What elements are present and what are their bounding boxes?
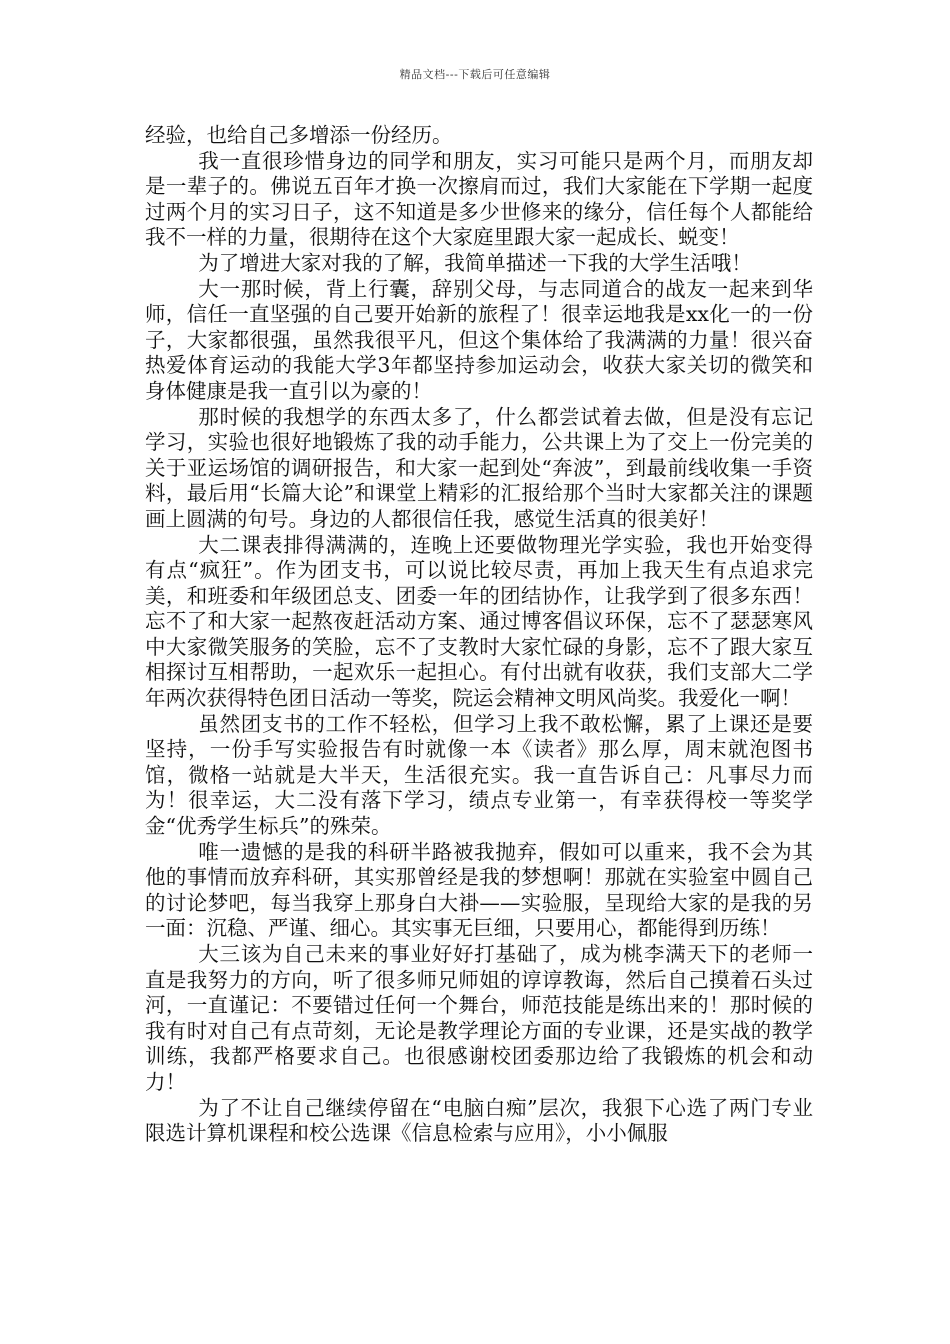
paragraph-9: 大三该为自己未来的事业好好打基础了，成为桃李满天下的老师一直是我努力的方向，听了很多师兄师姐的谆谆教诲，然后自己摸着石头过河，一直谨记：不要错过任何一个舞台，师范技能是练出来的！那时候的我有时对自己有点苛刻，无论是教学理论方面的专业课，还是实战的教学训练，我都严格要求自己。也很感谢校团委那边给了我锻炼的机会和动力！ [145, 942, 813, 1094]
document-body [145, 123, 813, 1147]
paragraph-10: 为了不让自己继续停留在“电脑白痴”层次，我狠下心选了两门专业限选计算机课程和校公选课《信息检索与应用》，小小佩服 [145, 1095, 813, 1146]
paragraph-4: 大一那时候，背上行囊，辞别父母，与志同道合的战友一起来到华师，信任一直坚强的自己要开始新的旅程了！很幸运地我是xx化一的一份子，大家都很强，虽然我很平凡，但这个集体给了我满满的力量！很兴奋热爱体育运动的我能大学3年都坚持参加运动会，收获大家关切的微笑和身体健康是我一直引以为豪的！ [145, 276, 813, 403]
page-header: 精品文档---下载后可任意编辑 [399, 68, 551, 81]
paragraph-5: 那时候的我想学的东西太多了，什么都尝试着去做，但是没有忘记学习，实验也很好地锻炼了我的动手能力，公共课上为了交上一份完美的关于亚运场馆的调研报告，和大家一起到处“奔波”，到最前线收集一手资料，最后用“长篇大论”和课堂上精彩的汇报给那个当时大家都关注的课题画上圆满的句号。身边的人都很信任我，感觉生活真的很美好！ [145, 404, 813, 531]
paragraph-7: 虽然团支书的工作不轻松，但学习上我不敢松懈，累了上课还是要坚持，一份手写实验报告有时就像一本《读者》那么厚，周末就泡图书馆，微格一站就是大半天，生活很充实。我一直告诉自己：凡事尽力而为！很幸运，大二没有落下学习，绩点专业第一，有幸获得校一等奖学金“优秀学生标兵”的殊荣。 [145, 711, 813, 839]
paragraph-6: 大二课表排得满满的，连晚上还要做物理光学实验，我也开始变得有点“疯狂”。作为团支书，可以说比较尽责，再加上我天生有点追求完美，和班委和年级团总支、团委一年的团结协作，让我学到了很多东西！忘不了和大家一起熬夜赶活动方案、通过博客倡议环保，忘不了瑟瑟寒风中大家微笑服务的笑脸，忘不了支教时大家忙碌的身影，忘不了跟大家互相探讨互相帮助，一起欢乐一起担心。有付出就有收获，我们支部大二学年两次获得特色团日活动一等奖，院运会精神文明风尚奖。我爱化一啊！ [145, 532, 813, 711]
paragraph-1: 经验，也给自己多增添一份经历。 [145, 123, 453, 147]
paragraph-3: 为了增进大家对我的了解，我简单描述一下我的大学生活哦！ [198, 250, 752, 275]
paragraph-2: 我一直很珍惜身边的同学和朋友，实习可能只是两个月，而朋友却是一辈子的。佛说五百年才换一次擦肩而过，我们大家能在下学期一起度过两个月的实习日子，这不知道是多少世修来的缘分，信任每个人都能给我不一样的力量，很期待在这个大家庭里跟大家一起成长、蜕变！ [145, 148, 813, 250]
paragraph-8: 唯一遗憾的是我的科研半路被我抛弃，假如可以重来，我不会为其他的事情而放弃科研，其实那曾经是我的梦想啊！那就在实验室中圆自己的讨论梦吧，每当我穿上那身白大褂——实验服，呈现给大家的是我的另一面：沉稳、严谨、细心。其实事无巨细，只要用心，都能得到历练！ [145, 839, 813, 941]
